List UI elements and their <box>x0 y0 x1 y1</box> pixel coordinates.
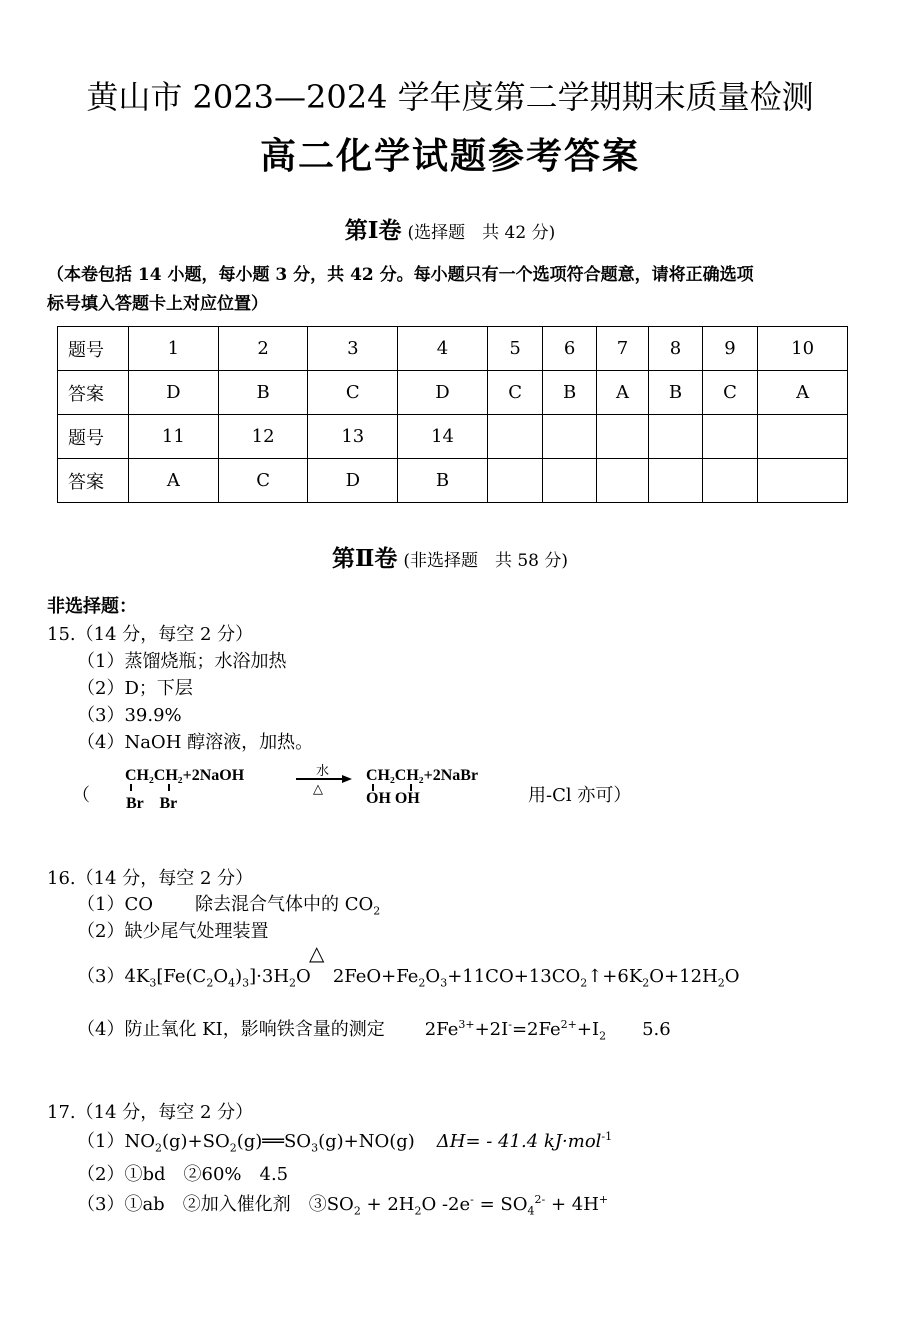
part2-title: 第Ⅱ卷 <box>331 545 398 572</box>
part1-note <box>47 261 754 319</box>
question-row-cell: 12 <box>218 415 308 459</box>
q15-answer-2: （2）D；下层 <box>77 678 193 699</box>
q15-eq-left-top: CH₂CH₂+2NaOH <box>125 767 245 784</box>
question-row-cell: 13 <box>308 415 398 459</box>
q17-answer-1: $(1)NO_2(g)+SO_2(g)══SO_3(g)+NO(g)$ ΔH= - 41.4 kJ·mol$^{-1}$ <box>77 1130 613 1155</box>
answer-row-cell: B <box>398 459 488 503</box>
answer-row-cell: D <box>308 459 398 503</box>
question-row <box>58 415 848 459</box>
q17-answer-3-label: （3）①ab ②加入催化剂 ③ <box>77 1194 327 1215</box>
question-row-cell <box>649 415 702 459</box>
question-row-cell <box>487 415 542 459</box>
question-row-cell <box>596 415 649 459</box>
answer-row-label: 答案 <box>58 459 129 503</box>
part1-title: 第Ⅰ卷 <box>344 217 402 244</box>
question-row-cell: 10 <box>758 327 848 371</box>
answer-row-cell <box>649 459 702 503</box>
answer-row-cell: B <box>218 371 308 415</box>
q16-answer-3-label: （3） <box>77 966 125 987</box>
answer-row <box>58 459 848 503</box>
answer-row-cell <box>758 459 848 503</box>
q15-answer-3: （3）39.9% <box>77 705 182 726</box>
question-row-cell <box>543 415 596 459</box>
answer-row <box>58 371 848 415</box>
question-row-cell: 7 <box>596 327 649 371</box>
answer-row-cell <box>596 459 649 503</box>
question-row <box>58 327 848 371</box>
part1-heading <box>0 212 900 245</box>
q16-answer-4-value: 5.6 <box>642 1019 671 1040</box>
document-title: 黄山市 2023—2024 学年度第二学期期末质量检测 <box>86 78 814 116</box>
answer-row-cell: A <box>758 371 848 415</box>
answer-row-cell: C <box>487 371 542 415</box>
answer-row-cell <box>702 459 757 503</box>
question-row-cell: 11 <box>129 415 219 459</box>
answer-row-cell <box>543 459 596 503</box>
reaction-arrow-icon <box>296 774 352 784</box>
answer-table <box>57 326 848 503</box>
q15-answer-4: （4）NaOH 醇溶液，加热。 <box>77 732 314 753</box>
answer-row-cell: A <box>129 459 219 503</box>
q17-title: 17.（14 分，每空 2 分） <box>47 1102 254 1123</box>
question-row-label: 题号 <box>58 415 129 459</box>
question-row-cell: 2 <box>218 327 308 371</box>
question-row-cell: 9 <box>702 327 757 371</box>
question-row-label: 题号 <box>58 327 129 371</box>
q17-answer-3: （3）①ab ②加入催化剂 $③SO_2 + 2H_2O$ $-2e^- = SO_4^{2-} + 4H^+$ <box>77 1193 609 1218</box>
q15-eq-tail: 用-Cl 亦可） <box>528 785 632 806</box>
part2-heading <box>0 540 900 573</box>
answer-row-cell <box>487 459 542 503</box>
answer-row-cell: C <box>308 371 398 415</box>
question-row-cell: 4 <box>398 327 488 371</box>
answer-row-label: 答案 <box>58 371 129 415</box>
question-row-cell: 6 <box>543 327 596 371</box>
q15-eq-condition-bottom: △ <box>313 782 323 797</box>
answer-row-cell: B <box>543 371 596 415</box>
q15-answer-1: （1）蒸馏烧瓶；水浴加热 <box>77 651 287 672</box>
answer-row-cell: D <box>129 371 219 415</box>
answer-row-cell: C <box>218 459 308 503</box>
q16-answer-2: （2）缺少尾气处理装置 <box>77 921 269 942</box>
q16-answer-1: （1）CO 除去混合气体中的 $CO_2$ <box>77 894 381 918</box>
q16-answer-3: $(3)4K_3[Fe(C_2O_4)_3]\cdot 3H_2O$ $2FeO+Fe_2O_3+11CO+13CO_2↑+6K_2O+12H_2O$ <box>77 966 740 990</box>
part1-note-line1: （本卷包括 14 小题，每小题 3 分，共 42 分。每小题只有一个选项符合题意，请将正确选项 <box>47 265 754 285</box>
q15-eq-open: （ <box>72 785 90 806</box>
answer-row-cell: A <box>596 371 649 415</box>
answer-row-cell: C <box>702 371 757 415</box>
document-subtitle: 高二化学试题参考答案 <box>259 135 640 177</box>
q16-answer-4-label: （4）防止氧化 KI，影响铁含量的测定 <box>77 1019 385 1040</box>
part1-note-line2: 标号填入答题卡上对应位置） <box>47 294 268 314</box>
question-row-cell: 1 <box>129 327 219 371</box>
answer-row-cell: D <box>398 371 488 415</box>
q16-answer-1-text: 除去混合气体中的 CO <box>194 894 374 915</box>
q16-answer-4: （4）防止氧化 KI，影响铁含量的测定 $2Fe^{3+}+2I^-=2Fe^{2+}+I_2$ 5.6 <box>77 1018 671 1043</box>
question-row-cell: 8 <box>649 327 702 371</box>
q17-answer-1-label: （1） <box>77 1131 125 1152</box>
q15-eq-right-top: CH₂CH₂+2NaBr <box>366 767 479 784</box>
question-row-cell: 5 <box>487 327 542 371</box>
q15-title: 15.（14 分，每空 2 分） <box>47 624 254 645</box>
q15-eq-condition-top: 水 <box>316 764 330 779</box>
q15-eq-right-bottom: OH OH <box>366 790 420 807</box>
q17-answer-2: （2）①bd ②60% 4.5 <box>77 1164 289 1185</box>
q15-eq-left-bottom: Br Br <box>126 795 178 812</box>
part1-subtitle: (选择题 共 42 分) <box>407 223 556 243</box>
question-row-cell <box>758 415 848 459</box>
question-row-cell <box>702 415 757 459</box>
question-row-cell: 3 <box>308 327 398 371</box>
question-row-cell: 14 <box>398 415 488 459</box>
q16-answer-1-label: （1）CO <box>77 894 153 915</box>
part2-label: 非选择题： <box>47 596 137 617</box>
answer-row-cell: B <box>649 371 702 415</box>
q17-dh: ΔH= - 41.4 kJ·mol <box>436 1131 602 1152</box>
q16-heat-symbol: △ <box>309 941 325 965</box>
part2-subtitle: (非选择题 共 58 分) <box>403 551 569 571</box>
q16-title: 16.（14 分，每空 2 分） <box>47 868 254 889</box>
